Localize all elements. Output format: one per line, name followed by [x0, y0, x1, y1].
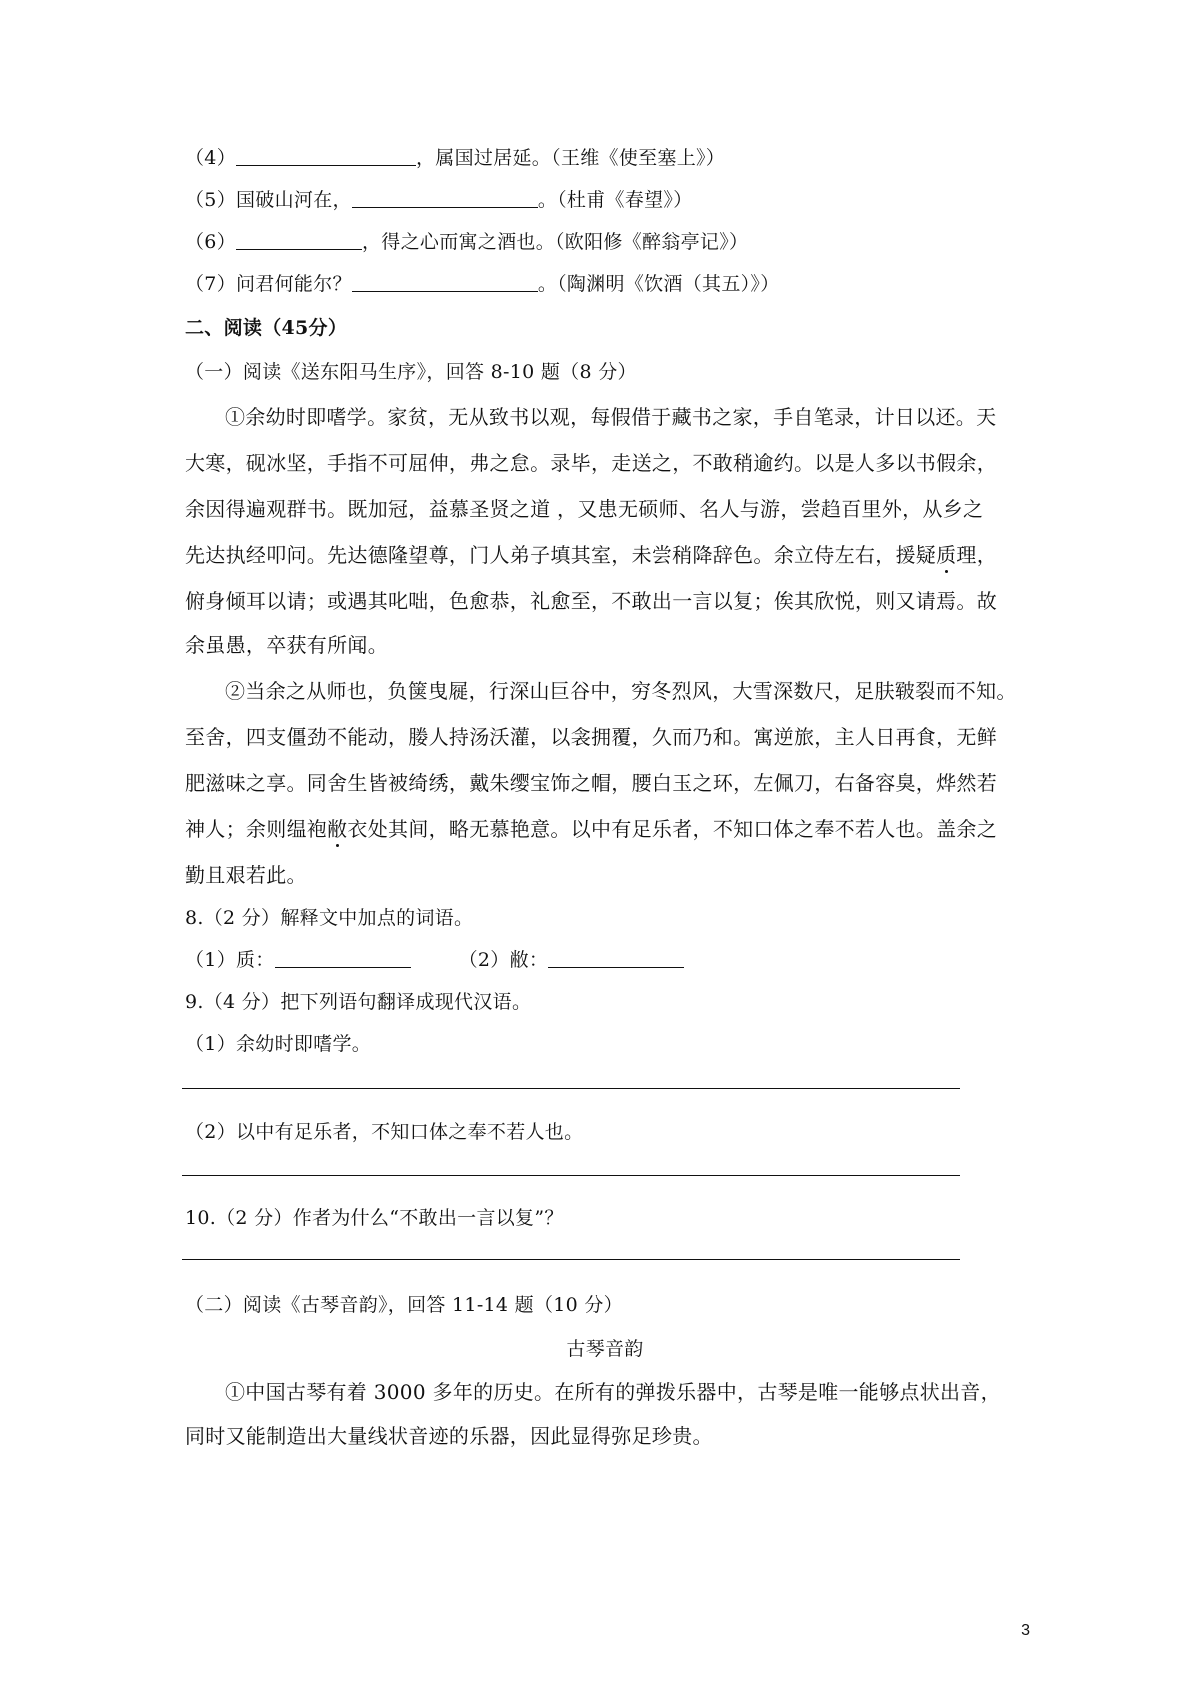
passage-line: ①中国古琴有着 3000 多年的历史。在所有的弹拨乐器中，古琴是唯一能够点状出音，	[225, 1380, 1001, 1404]
fill-question-6	[185, 230, 1025, 254]
question-text: ，属国过居延。（王维《使至塞上》）	[416, 147, 726, 169]
passage-line: 肥滋味之享。同舍生皆被绮绣，戴朱缨宝饰之帽，腰白玉之环，左佩刀，右备容臭，烨然若	[185, 771, 997, 795]
page-number: 3	[1021, 1622, 1030, 1639]
question-8: 8.（2 分）解释文中加点的词语。	[185, 907, 474, 929]
section-title: 二、阅读（45分）	[185, 317, 348, 339]
question-9: 9.（4 分）把下列语句翻译成现代汉语。	[185, 991, 532, 1013]
fill-question-7	[185, 272, 1025, 296]
fill-question-4	[185, 146, 1025, 170]
question-text: 国破山河在，	[236, 189, 352, 211]
question-text: ，得之心而寓之酒也。（欧阳修《醉翁亭记》）	[362, 231, 749, 253]
question-number: （4）	[185, 147, 236, 169]
sub-question-label: （2）敝：	[458, 949, 549, 971]
answer-blank[interactable]	[236, 231, 362, 250]
answer-blank[interactable]	[548, 949, 684, 968]
answer-line[interactable]	[182, 1259, 960, 1260]
question-text: 。（杜甫《春望》）	[537, 189, 693, 211]
passage-text: 衣处其间，略无慕艳意。以中有足乐者，不知口体之奉不若人也。盖余之	[347, 817, 998, 841]
passage-text: 神人；余则缊袍	[185, 817, 328, 841]
answer-line[interactable]	[182, 1175, 960, 1176]
part1-intro: （一）阅读《送东阳马生序》，回答 8-10 题（8 分）	[185, 361, 637, 383]
question-text: 问君何能尔？	[236, 273, 352, 295]
question-number: （6）	[185, 231, 236, 253]
answer-line[interactable]	[182, 1088, 960, 1089]
dotted-word-zhi: 质	[936, 543, 957, 567]
question-8-answers	[185, 948, 1025, 972]
question-10: 10.（2 分）作者为什么“不敢出一言以复”？	[185, 1207, 564, 1229]
article-title: 古琴音韵	[566, 1338, 644, 1360]
passage-text: 理，	[956, 543, 998, 567]
part2-intro: （二）阅读《古琴音韵》，回答 11-14 题（10 分）	[185, 1294, 623, 1316]
question-9-1: （1）余幼时即嗜学。	[185, 1033, 372, 1055]
answer-blank[interactable]	[352, 189, 538, 208]
passage-line: 余因得遍观群书。既加冠，益慕圣贤之道 ，又患无硕师、名人与游，尝趋百里外，从乡之	[185, 497, 984, 521]
passage-line: ①余幼时即嗜学。家贫，无从致书以观，每假借于藏书之家，手自笔录，计日以还。天	[225, 405, 997, 429]
answer-blank[interactable]	[352, 273, 538, 292]
passage-line	[185, 817, 1025, 841]
passage-line: 至舍，四支僵劲不能动，媵人持汤沃灌，以衾拥覆，久而乃和。寓逆旅，主人日再食，无鲜	[185, 725, 997, 749]
question-number: （7）	[185, 273, 236, 295]
question-text: 。（陶渊明《饮酒（其五）》）	[537, 273, 780, 295]
fill-question-5	[185, 188, 1025, 212]
passage-line	[185, 543, 1025, 567]
question-number: （5）	[185, 189, 236, 211]
answer-blank[interactable]	[275, 949, 411, 968]
passage-line: 勤且艰若此。	[185, 863, 307, 887]
passage-line: 俯身倾耳以请；或遇其叱咄，色愈恭，礼愈至，不敢出一言以复；俟其欣悦，则又请焉。故	[185, 589, 997, 613]
passage-text: 先达执经叩问。先达德隆望尊，门人弟子填其室，未尝稍降辞色。余立侍左右，援疑	[185, 543, 937, 567]
dotted-word-bi: 敝	[327, 817, 348, 841]
sub-question-label: （1）质：	[185, 949, 275, 971]
passage-line: 余虽愚，卒获有所闻。	[185, 633, 388, 657]
passage-line: 同时又能制造出大量线状音迹的乐器，因此显得弥足珍贵。	[185, 1424, 713, 1448]
passage-line: 大寒，砚冰坚，手指不可屈伸，弗之怠。录毕，走送之，不敢稍逾约。以是人多以书假余，	[185, 451, 997, 475]
question-9-2: （2）以中有足乐者，不知口体之奉不若人也。	[185, 1121, 584, 1143]
passage-line: ②当余之从师也，负箧曳屣，行深山巨谷中，穷冬烈风，大雪深数尺，足肤皲裂而不知。	[225, 679, 1017, 703]
answer-blank[interactable]	[236, 147, 416, 166]
